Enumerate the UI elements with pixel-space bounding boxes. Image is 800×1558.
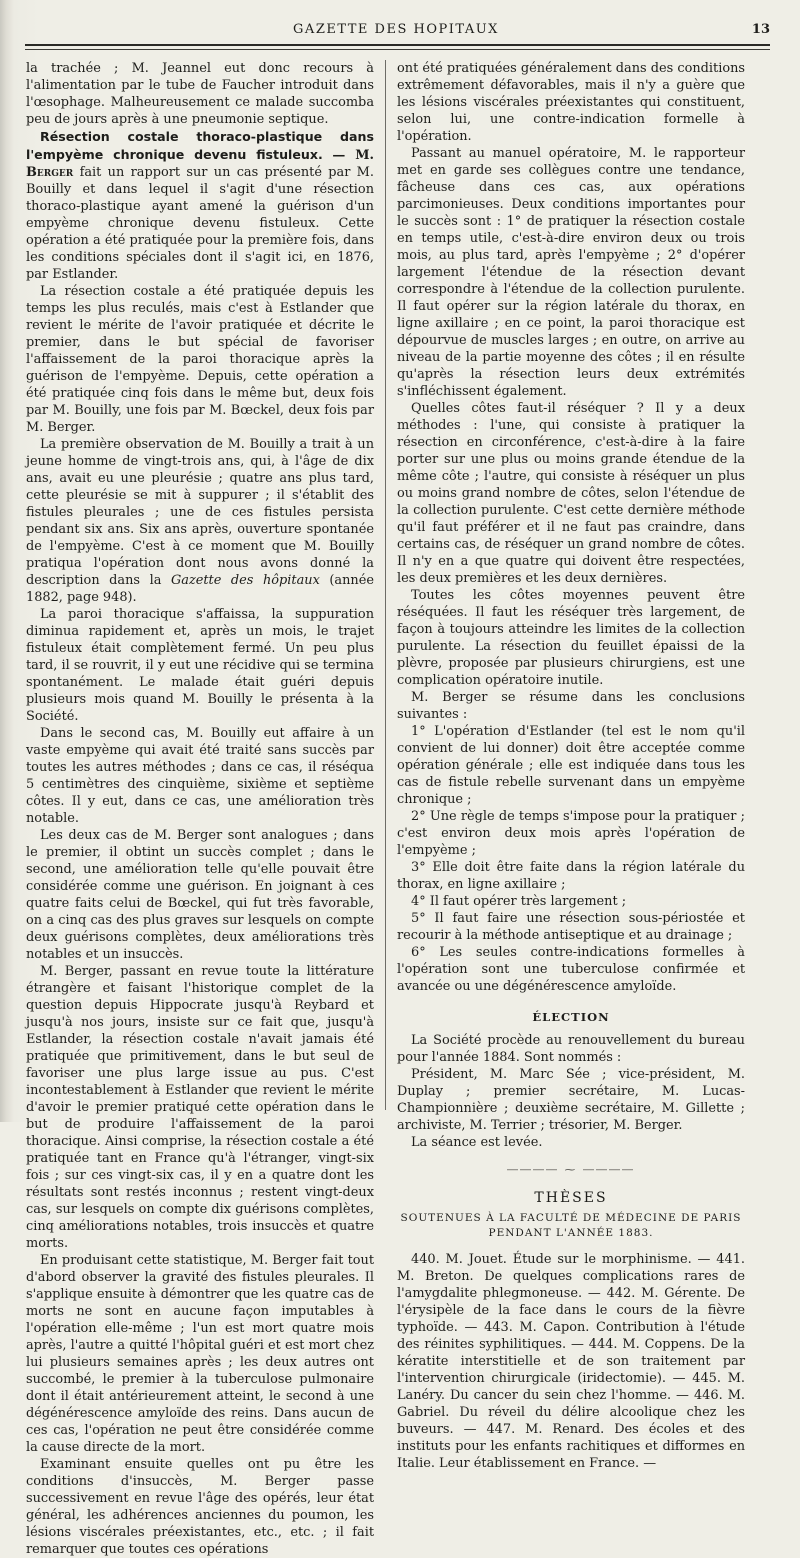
conclusion-item: 6° Les seules contre-indications formelles à l'opération sont une tuberculose confirmée et avancée ou une dégénérescence amyloïde. (397, 945, 745, 994)
right-paragraph: Toutes les côtes moyennes peuvent être réséquées. Il faut les réséquer très largement, de façon à toujours atteindre les limites de la collection purulente. La résection du feuillet épaissi de la plèvre, proposée par plusieurs chirurgiens, est une complication opératoire inutile. (397, 588, 745, 688)
left-paragraph: Examinant ensuite quelles ont pu être les conditions d'insuccès, M. Berger passe successivement en revue l'âge des opérés, leur état général, les adhérences anciennes du poumon, les lésions viscérales préexistantes, etc., etc. ; il fait remarquer que toutes ces opérations (26, 1457, 374, 1557)
right-paragraph: M. Berger se résume dans les conclusions suivantes : (397, 690, 745, 722)
theses-subheading-line: PENDANT L'ANNÉE 1883. (488, 1227, 654, 1239)
right-column (397, 60, 745, 1472)
theses-subheading (397, 1211, 745, 1241)
section-title: Résection costale thoraco-plastique dans l'empyème chronique devenu fistuleux. (26, 129, 374, 162)
election-paragraph: La Société procède au renouvellement du bureau pour l'année 1884. Sont nommés : (397, 1033, 745, 1065)
journal-reference: Gazette des hôpitaux (170, 573, 320, 588)
conclusion-item: 3° Elle doit être faite dans la région latérale du thorax, en ligne axillaire ; (397, 860, 745, 892)
theses-heading: THÈSES (534, 1190, 608, 1206)
right-paragraph: Quelles côtes faut-il réséquer ? Il y a deux méthodes : l'une, qui consiste à pratiquer la résection en circonférence, c'est-à-dire à la faire porter sur une plus ou moins grande étendue de la même côte ; l'autre, qui consiste à réséquer un plus ou moins grand nombre de côtes, selon l'étendue de la collection purulente. C'est cette dernière méthode qu'il faut préférer et il ne faut pas craindre, dans certains cas, de réséquer un grand nombre de côtes. Il n'y en a que quatre qui doivent être respectées, les deux premières et les deux dernières. (397, 401, 745, 586)
header-rule-thick (25, 44, 770, 46)
conclusion-item: 2° Une règle de temps s'impose pour la pratiquer ; c'est environ deux mois après l'opération de l'empyème ; (397, 809, 745, 858)
section-author: — M. Berger (26, 148, 374, 180)
left-paragraph: Les deux cas de M. Berger sont analogues ; dans le premier, il obtint un succès complet ; dans le second, une amélioration telle qu'elle pouvait être considérée comme une guérison. En joignant à ces quatre faits celui de Bœckel, qui fut très favorable, on a cinq cas des plus graves sur lesquels on compte deux guérisons complètes, deux améliorations très notables et un insuccès. (26, 828, 374, 962)
election-paragraph: Président, M. Marc Sée ; vice-président, M. Duplay ; premier secrétaire, M. Lucas-Championnière ; deuxième secrétaire, M. Gillette ; archiviste, M. Terrier ; trésorier, M. Berger. (397, 1067, 745, 1133)
page-number: 13 (751, 22, 770, 37)
section-intro-text: fait un rapport sur un cas présenté par M. Bouilly et dans lequel il s'agit d'une résection thoraco-plastique ayant amené la guérison d'un empyème chronique devenu fistuleux. Cette opération a été pratiquée pour la première fois, dans les conditions spéciales dont il s'agit ici, en 1876, par Estlander. (26, 165, 374, 282)
left-paragraph: M. Berger, passant en revue toute la littérature étrangère et faisant l'historique complet de la question depuis Hippocrate jusqu'à Reybard et jusqu'à nos jours, insiste sur ce fait que, jusqu'à Estlander, la résection costale n'avait jamais été pratiquée que primitivement, dans le but seul de favoriser une plus large issue au pus. C'est incontestablement à Estlander que revient le mérite d'avoir le premier pratiqué cette opération dans le but de produire l'affaissement de la paroi thoracique. Ainsi comprise, la résection costale a été pratiquée tant en France qu'à l'étranger, vingt-six fois ; sur ces vingt-six cas, il y en a quatre dont les résultats sont restés inconnus ; restent vingt-deux cas, sur lesquels on compte dix guérisons complètes, cinq améliorations notables, trois insuccès et quatre morts. (26, 964, 374, 1251)
column-divider (385, 60, 386, 1110)
page-header (22, 22, 770, 40)
theses-list: 440. M. Jouet. Étude sur le morphinisme. — 441. M. Breton. De quelques complications rares de l'amygdalite phlegmoneuse. — 442. M. Gérente. De l'érysipèle de la face dans le cours de la fièvre typhoïde. — 443. M. Capon. Contribution à l'étude des réinites syphilitiques. — 444. M. Coppens. De la kératite interstitielle et de son traitement par l'intervention chirurgicale (iridectomie). — 445. M. Lanéry. Du cancer du sein chez l'homme. — 446. M. Gabriel. Du réveil du délire alcoolique chez les buveurs. — 447. M. Renard. Des écoles et des instituts pour les enfants rachitiques et difformes en Italie. Leur établissement en France. — (397, 1252, 745, 1471)
paragraph-text: (année 1882, page 948). (26, 573, 374, 605)
conclusion-item: 5° Il faut faire une résection sous-périostée et recourir à la méthode antiseptique et au drainage ; (397, 911, 745, 943)
conclusion-item: 4° Il faut opérer très largement ; (411, 894, 627, 909)
left-paragraph: La paroi thoracique s'affaissa, la suppuration diminua rapidement et, après un mois, le trajet fistuleux était complètement fermé. Un peu plus tard, il se rouvrit, il y eut une récidive qui se termina spontanément. Le malade était guéri depuis plusieurs mois quand M. Bouilly le présenta à la Société. (26, 607, 374, 724)
left-column (26, 60, 374, 1558)
left-paragraph (26, 436, 374, 606)
left-paragraph: Dans le second cas, M. Bouilly eut affaire à un vaste empyème qui avait été traité sans succès par toutes les autres méthodes ; dans ce cas, il réséqua 5 centimètres des cinquième, sixième et septième côtes. Il y eut, dans ce cas, une amélioration très notable. (26, 726, 374, 826)
paragraph-text: La première observation de M. Bouilly a trait à un jeune homme de vingt-trois ans, qui, à l'âge de dix ans, avait eu une pleurésie ; quatre ans plus tard, cette pleurésie se mit à suppurer ; il s'établit des fistules pleurales ; une de ces fistules persista pendant six ans. Six ans après, ouverture spontanée de l'empyème. C'est à ce moment que M. Bouilly pratiqua l'opération dont nous avons donné la description dans la (26, 437, 374, 588)
left-paragraph: En produisant cette statistique, M. Berger fait tout d'abord observer la gravité des fistules pleurales. Il s'applique ensuite à démontrer que les quatre cas de morts ne sont en aucune façon imputables à l'opération elle-même ; l'un est mort quatre mois après, l'autre a quitté l'hôpital guéri et est mort chez lui plusieurs semaines après ; les deux autres ont succombé, le premier à la tuberculose pulmonaire dont il était antérieurement atteint, le second à une dégénérescence amyloïde des reins. Dans aucun de ces cas, l'opération ne peut être considérée comme la cause directe de la mort. (26, 1253, 374, 1455)
conclusion-item: 1° L'opération d'Estlander (tel est le nom qu'il convient de lui donner) doit être acceptée comme opération générale ; elle est indiquée dans tous les cas de fistule rebelle survenant dans un empyème chronique ; (397, 724, 745, 807)
right-paragraph-continued: ont été pratiquées généralement dans des conditions extrêmement défavorables, mais il n'y a guère que les lésions viscérales préexistantes qui constituent, selon lui, une contre-indication formelle à l'opération. (397, 61, 745, 144)
left-paragraph-opening: la trachée ; M. Jeannel eut donc recours à l'alimentation par le tube de Faucher introduit dans l'œsophage. Malheureusement ce malade succomba peu de jours après à une pneumonie septique. (26, 61, 374, 127)
header-rule-thin (25, 49, 770, 50)
ornamental-divider: ―――― ⁓ ―――― (507, 1163, 635, 1176)
left-paragraph: La résection costale a été pratiquée depuis les temps les plus reculés, mais c'est à Estlander que revient le mérite de l'avoir pratiquée et décrite le premier, dans le but spécial de favoriser l'affaissement de la paroi thoracique après la guérison de l'empyème. Depuis, cette opération a été pratiquée cinq fois dans le même but, deux fois par M. Bouilly, une fois par M. Bœckel, deux fois par M. Berger. (26, 284, 374, 435)
running-title: GAZETTE DES HOPITAUX (293, 22, 499, 37)
election-heading: ÉLECTION (532, 1010, 610, 1024)
section-resection-costale (26, 128, 374, 283)
election-paragraph: La séance est levée. (411, 1135, 543, 1150)
theses-subheading-line: SOUTENUES À LA FACULTÉ DE MÉDECINE DE PARIS (400, 1212, 742, 1224)
right-paragraph: Passant au manuel opératoire, M. le rapporteur met en garde ses collègues contre une tendance, fâcheuse dans ces cas, aux opérations parcimonieuses. Deux conditions importantes pour le succès sont : 1° de pratiquer la résection costale en temps utile, c'est-à-dire environ deux ou trois mois, au plus tard, après l'empyème ; 2° d'opérer largement l'étendue de la résection devant correspondre à l'étendue de la collection purulente. Il faut opérer sur la région latérale du thorax, en ligne axillaire ; en ce point, la paroi thoracique est dépourvue de muscles larges ; en outre, on arrive au niveau de la partie moyenne des côtes ; il en résulte qu'après la résection leurs deux extrémités s'infléchissent également. (397, 146, 745, 399)
